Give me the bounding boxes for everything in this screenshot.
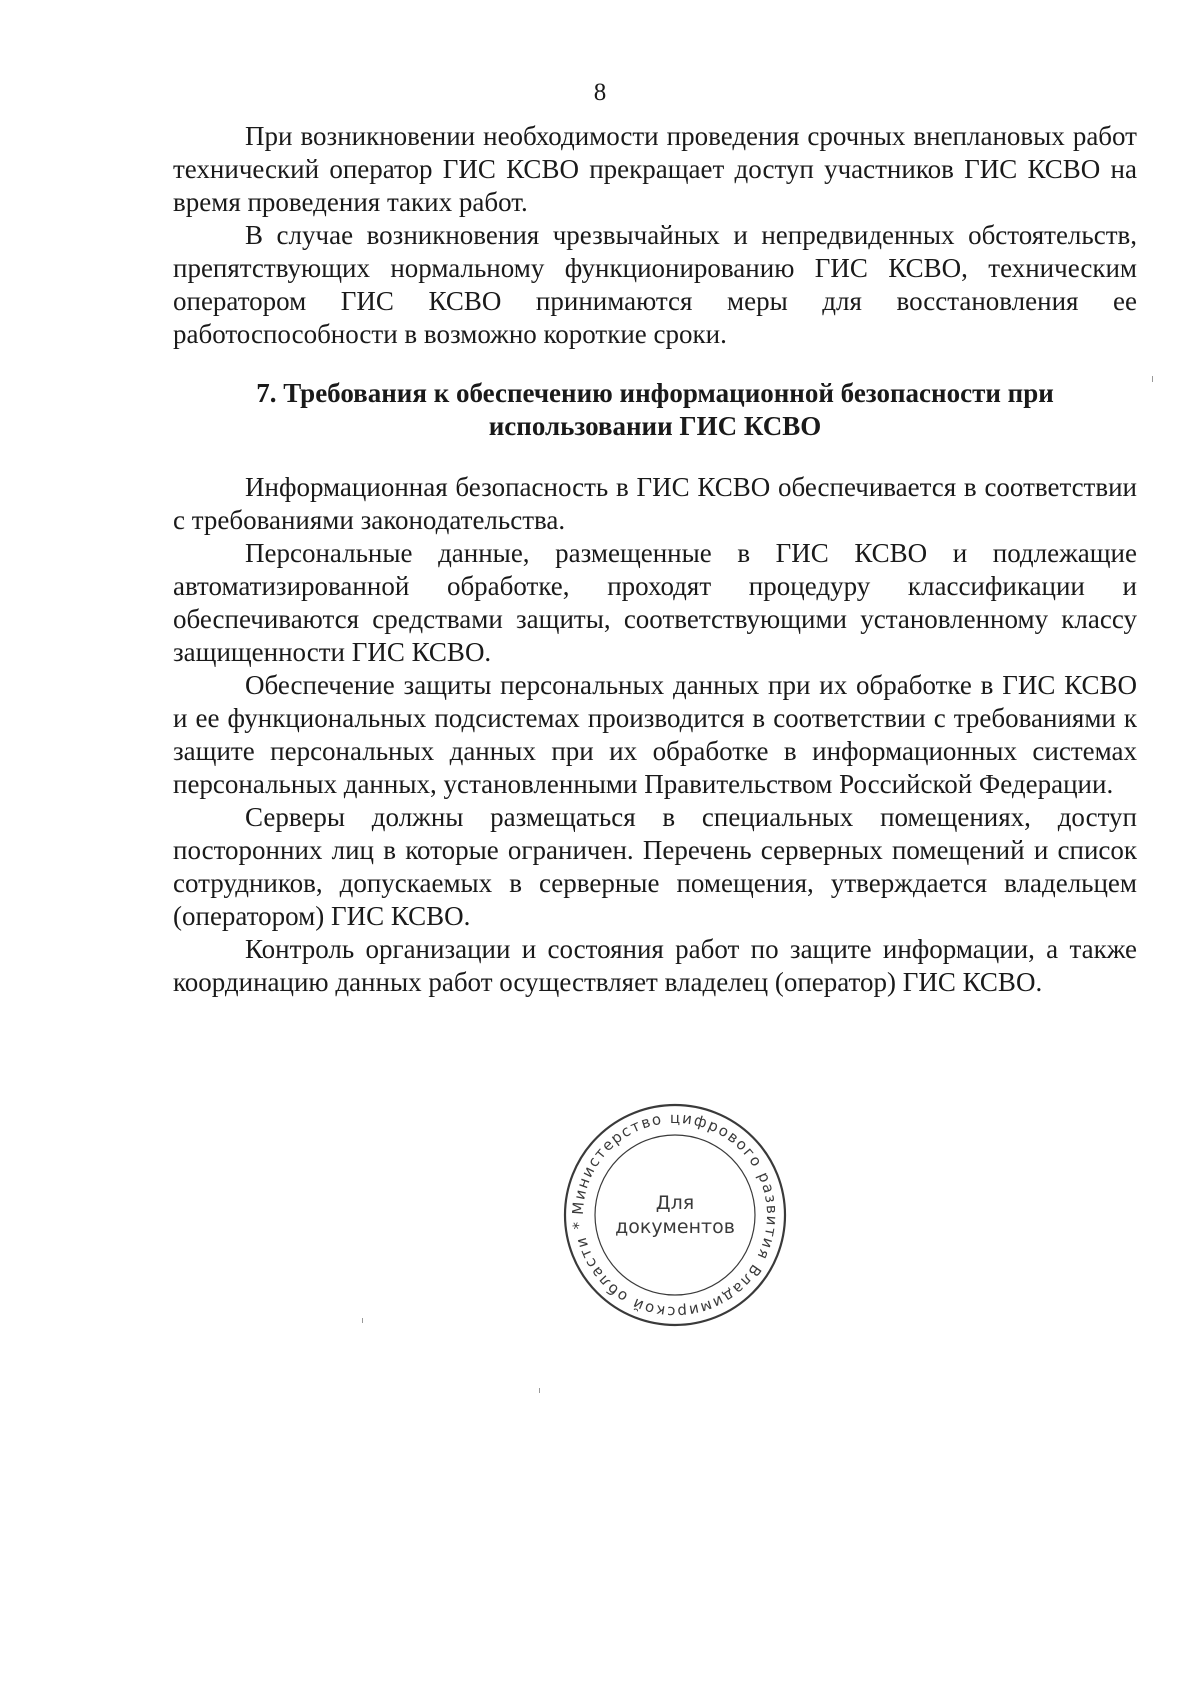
scan-speck <box>362 1318 363 1323</box>
document-body <box>173 120 1137 999</box>
paragraph-protection: Обеспечение защиты персональных данных при их обработке в ГИС КСВО и ее функциональных подсистемах производится в соответствии с требованиями к защите персональных данных при их обработке в информационных системах персональных данных, установленными Правительством Российской Федерации. <box>173 670 1137 799</box>
paragraph-control: Контроль организации и состояния работ по защите информации, а также координацию данных работ осуществляет владелец (оператор) ГИС КСВО. <box>173 934 1137 997</box>
section-heading-line-1: 7. Требования к обеспечению информационной безопасности при <box>256 378 1054 408</box>
section-heading-line-2: использовании ГИС КСВО <box>488 411 822 441</box>
paragraph-personal-data: Персональные данные, размещенные в ГИС КСВО и подлежащие автоматизированной обработке, проходят процедуру классификации и обеспечиваются средствами защиты, соответствующими установленному классу защищенности ГИС КСВО. <box>173 538 1137 667</box>
stamp-center-line-2: документов <box>615 1216 735 1238</box>
paragraph-emergency: В случае возникновения чрезвычайных и непредвиденных обстоятельств, препятствующих нормальному функционированию ГИС КСВО, техническим оператором ГИС КСВО принимаются меры для восстановления ее работоспособности в возможно короткие сроки. <box>173 220 1137 349</box>
stamp-ring-text: Министерство цифрового развития Владимирской области * <box>568 1108 782 1322</box>
scan-speck <box>1152 376 1153 382</box>
stamp-center-text <box>560 1100 790 1330</box>
paragraph-security-law: Информационная безопасность в ГИС КСВО обеспечивается в соответствии с требованиями законодательства. <box>173 472 1137 535</box>
page-number: 8 <box>593 79 607 106</box>
stamp-center-line-1: Для <box>655 1192 695 1214</box>
scan-speck <box>539 1388 540 1393</box>
paragraph-servers: Серверы должны размещаться в специальных помещениях, доступ посторонних лиц в которые ограничен. Перечень серверных помещений и список сотрудников, допускаемых в серверные помещения, утверждается владельцем (оператором) ГИС КСВО. <box>173 802 1137 931</box>
official-stamp <box>560 1100 790 1330</box>
paragraph-urgent-works: При возникновении необходимости проведения срочных внеплановых работ технический оператор ГИС КСВО прекращает доступ участников ГИС КСВО на время проведения таких работ. <box>173 121 1137 217</box>
section-heading <box>173 377 1137 443</box>
